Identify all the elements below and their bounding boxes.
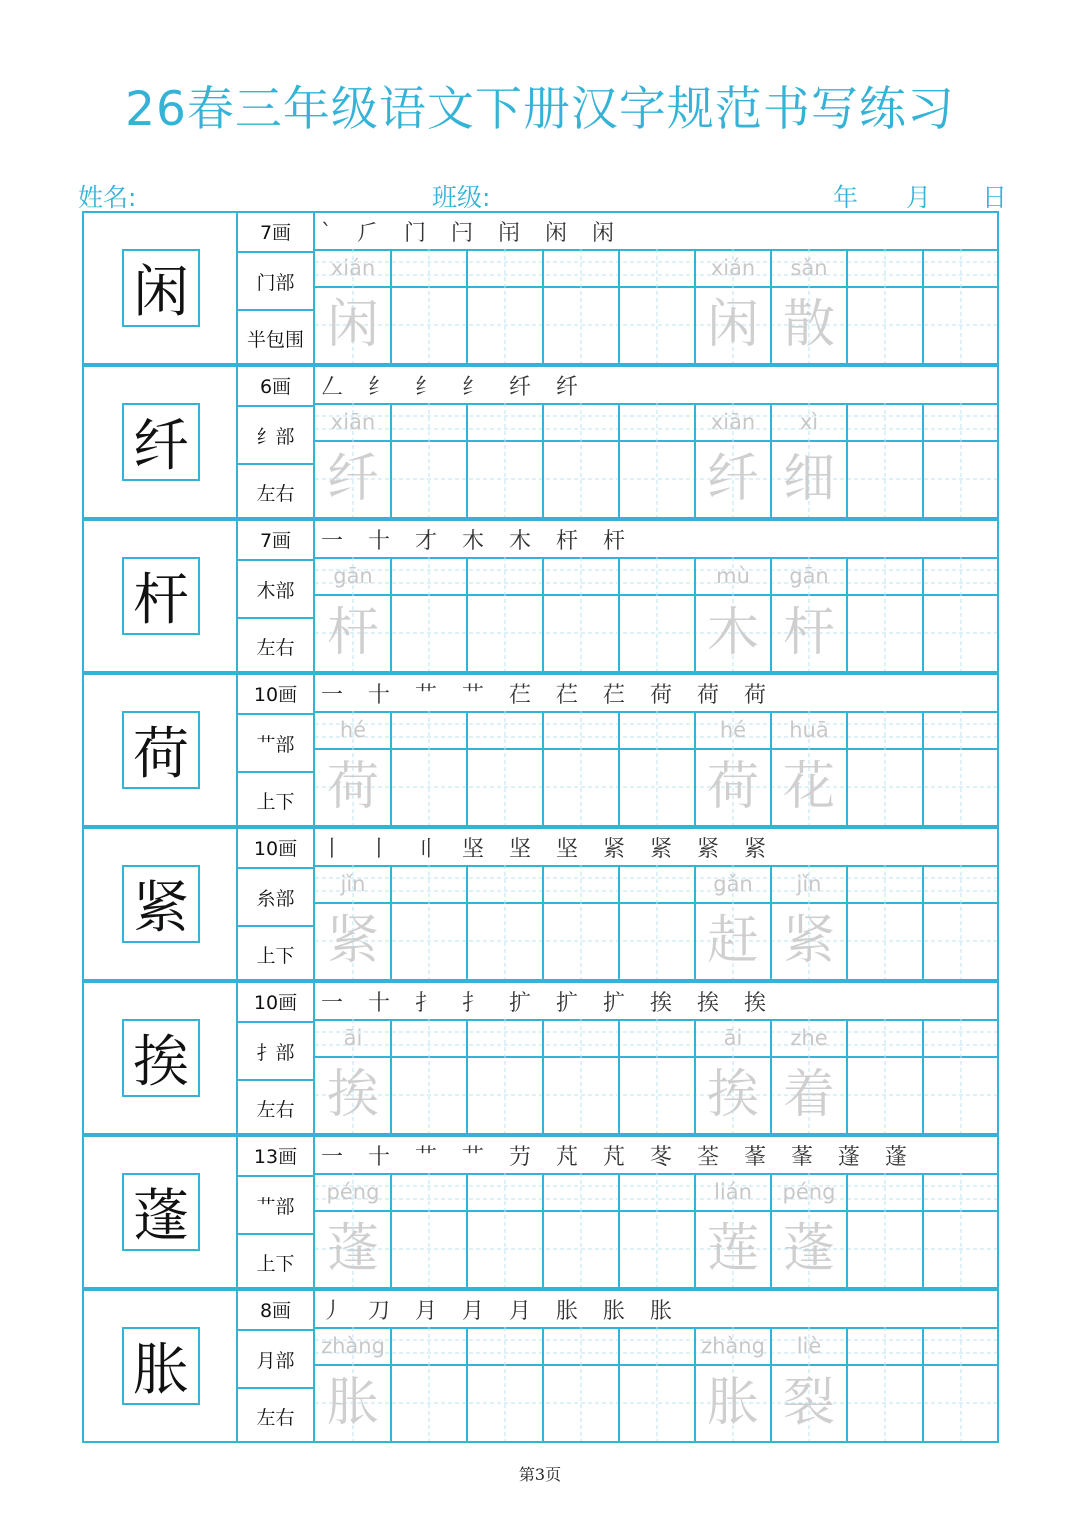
character-meta [238,1137,315,1287]
pinyin-guide: liè [796,1334,822,1358]
writing-grid[interactable] [315,1173,997,1287]
day-label: 日 [982,183,1008,212]
trace-character: 荷 [326,757,379,817]
structure-label: 左右 [256,636,295,659]
radical-label: 木部 [256,579,295,602]
stroke-count: 10画 [253,837,298,860]
trace-character: 荷 [706,757,759,817]
character-meta [238,367,315,517]
pinyin-guide: gān [789,564,829,588]
radical-label: 纟部 [256,425,295,448]
pinyin-guide: jǐn [340,872,366,896]
structure-label: 上下 [256,944,295,967]
trace-character: 闲 [326,295,379,355]
stroke-order-sequence: 一 十 才 木 木 杆 杆 [321,528,634,554]
trace-character: 紧 [326,911,379,971]
trace-character: 杆 [326,603,379,663]
year-label: 年 [833,183,859,212]
character-block [82,981,999,1135]
stroke-order-sequence: ` ⺁ 门 闩 闬 闲 闲 [321,220,623,246]
trace-character: 花 [782,757,835,817]
trace-character: 蓬 [326,1219,379,1279]
grid-lines [315,1327,997,1441]
stroke-count: 13画 [253,1145,298,1168]
practice-sheet [82,211,999,1443]
character-meta [238,983,315,1133]
trace-character: 胀 [706,1373,759,1433]
trace-character: 散 [782,295,835,355]
stroke-count: 10画 [253,991,298,1014]
trace-character: 木 [706,603,759,663]
pinyin-guide: xiān [330,410,376,434]
radical-label: 扌部 [256,1041,295,1064]
structure-label: 上下 [256,790,295,813]
main-character-cell [84,1137,238,1287]
trace-character: 挨 [326,1065,379,1125]
radical-label: 门部 [256,271,295,294]
month-label: 月 [906,183,932,212]
character-block [82,1289,999,1443]
trace-character: 纤 [326,449,379,509]
pinyin-guide: xián [330,256,376,280]
trace-character: 裂 [782,1373,835,1433]
writing-grid[interactable] [315,1019,997,1133]
page-number: 第3页 [518,1465,562,1484]
main-character-cell [84,675,238,825]
main-character-cell [84,213,238,363]
grid-lines [315,1019,997,1133]
main-character: 闲 [122,249,200,327]
pinyin-guide: huā [789,718,829,742]
pinyin-guide: gān [333,564,373,588]
character-meta [238,675,315,825]
pinyin-guide: āi [343,1026,363,1050]
character-meta [238,1291,315,1441]
main-character-cell [84,829,238,979]
pinyin-guide: xián [710,256,756,280]
stroke-order-row [315,1137,997,1173]
character-block [82,365,999,519]
main-character-cell [84,367,238,517]
stroke-order-sequence: 一 十 扌 扌 扩 扩 扩 挨 挨 挨 [321,990,775,1016]
stroke-order-row [315,213,997,249]
main-character-cell [84,521,238,671]
structure-label: 上下 [256,1252,295,1275]
stroke-order-row [315,367,997,403]
grid-lines [315,865,997,979]
structure-label: 左右 [256,482,295,505]
pinyin-guide: gǎn [713,872,753,896]
pinyin-guide: lián [714,1180,752,1204]
radical-label: 艹部 [256,1195,295,1218]
main-character-cell [84,1291,238,1441]
pinyin-guide: mù [716,564,750,588]
trace-character: 蓬 [782,1219,835,1279]
stroke-order-row [315,1291,997,1327]
grid-lines [315,711,997,825]
character-block [82,827,999,981]
stroke-order-sequence: 一 十 艹 艹 芢 芢 芢 荷 荷 荷 [321,682,775,708]
radical-label: 糸部 [256,887,295,910]
class-label: 班级: [432,183,491,212]
radical-label: 艹部 [256,733,295,756]
character-block [82,519,999,673]
radical-label: 月部 [256,1349,295,1372]
writing-grid[interactable] [315,557,997,671]
stroke-order-sequence: 丿 刀 月 月 月 胀 胀 胀 [321,1298,681,1324]
trace-character: 杆 [782,603,835,663]
structure-label: 左右 [256,1406,295,1429]
trace-character: 细 [782,449,835,509]
grid-lines [315,557,997,671]
writing-grid[interactable] [315,249,997,363]
trace-character: 胀 [326,1373,379,1433]
writing-grid[interactable] [315,865,997,979]
main-character: 胀 [122,1327,200,1405]
character-block [82,673,999,827]
stroke-order-sequence: 𠃋 纟 纟 纟 纤 纤 [321,374,587,400]
stroke-count: 7画 [259,529,292,552]
stroke-order-row [315,829,997,865]
writing-grid[interactable] [315,403,997,517]
name-label: 姓名: [78,183,137,212]
character-meta [238,521,315,671]
writing-grid[interactable] [315,1327,997,1441]
main-character: 纤 [122,403,200,481]
character-meta [238,213,315,363]
pinyin-guide: āi [723,1026,743,1050]
trace-character: 着 [782,1065,835,1125]
trace-character: 赶 [706,911,759,971]
stroke-count: 10画 [253,683,298,706]
stroke-count: 8画 [259,1299,292,1322]
grid-lines [315,1173,997,1287]
trace-character: 挨 [706,1065,759,1125]
stroke-order-row [315,521,997,557]
stroke-order-row [315,675,997,711]
structure-label: 半包围 [246,328,304,351]
pinyin-guide: xì [799,410,819,434]
stroke-count: 7画 [259,221,292,244]
stroke-order-sequence: 一 十 艹 艹 芀 芃 芃 苳 荃 莑 莑 蓬 蓬 [321,1144,916,1170]
stroke-order-row [315,983,997,1019]
stroke-order-sequence: 丨 丨 〢 坚 坚 坚 紧 紧 紧 紧 [321,836,775,862]
structure-label: 左右 [256,1098,295,1121]
pinyin-guide: zhàng [701,1334,765,1358]
character-meta [238,829,315,979]
character-block [82,211,999,365]
main-character: 荷 [122,711,200,789]
pinyin-guide: hé [339,718,367,742]
pinyin-guide: xiān [710,410,756,434]
grid-lines [315,403,997,517]
main-character: 蓬 [122,1173,200,1251]
page-title: 26春三年级语文下册汉字规范书写练习 [125,82,955,137]
stroke-count: 6画 [259,375,292,398]
trace-character: 莲 [706,1219,759,1279]
writing-grid[interactable] [315,711,997,825]
pinyin-guide: zhe [790,1026,828,1050]
character-block [82,1135,999,1289]
trace-character: 纤 [706,449,759,509]
pinyin-guide: péng [782,1180,836,1204]
pinyin-guide: péng [326,1180,380,1204]
main-character: 紧 [122,865,200,943]
pinyin-guide: zhàng [321,1334,385,1358]
grid-lines [315,249,997,363]
main-character: 杆 [122,557,200,635]
main-character: 挨 [122,1019,200,1097]
pinyin-guide: jǐn [796,872,822,896]
trace-character: 闲 [706,295,759,355]
pinyin-guide: hé [719,718,747,742]
main-character-cell [84,983,238,1133]
pinyin-guide: sǎn [790,256,828,280]
trace-character: 紧 [782,911,835,971]
